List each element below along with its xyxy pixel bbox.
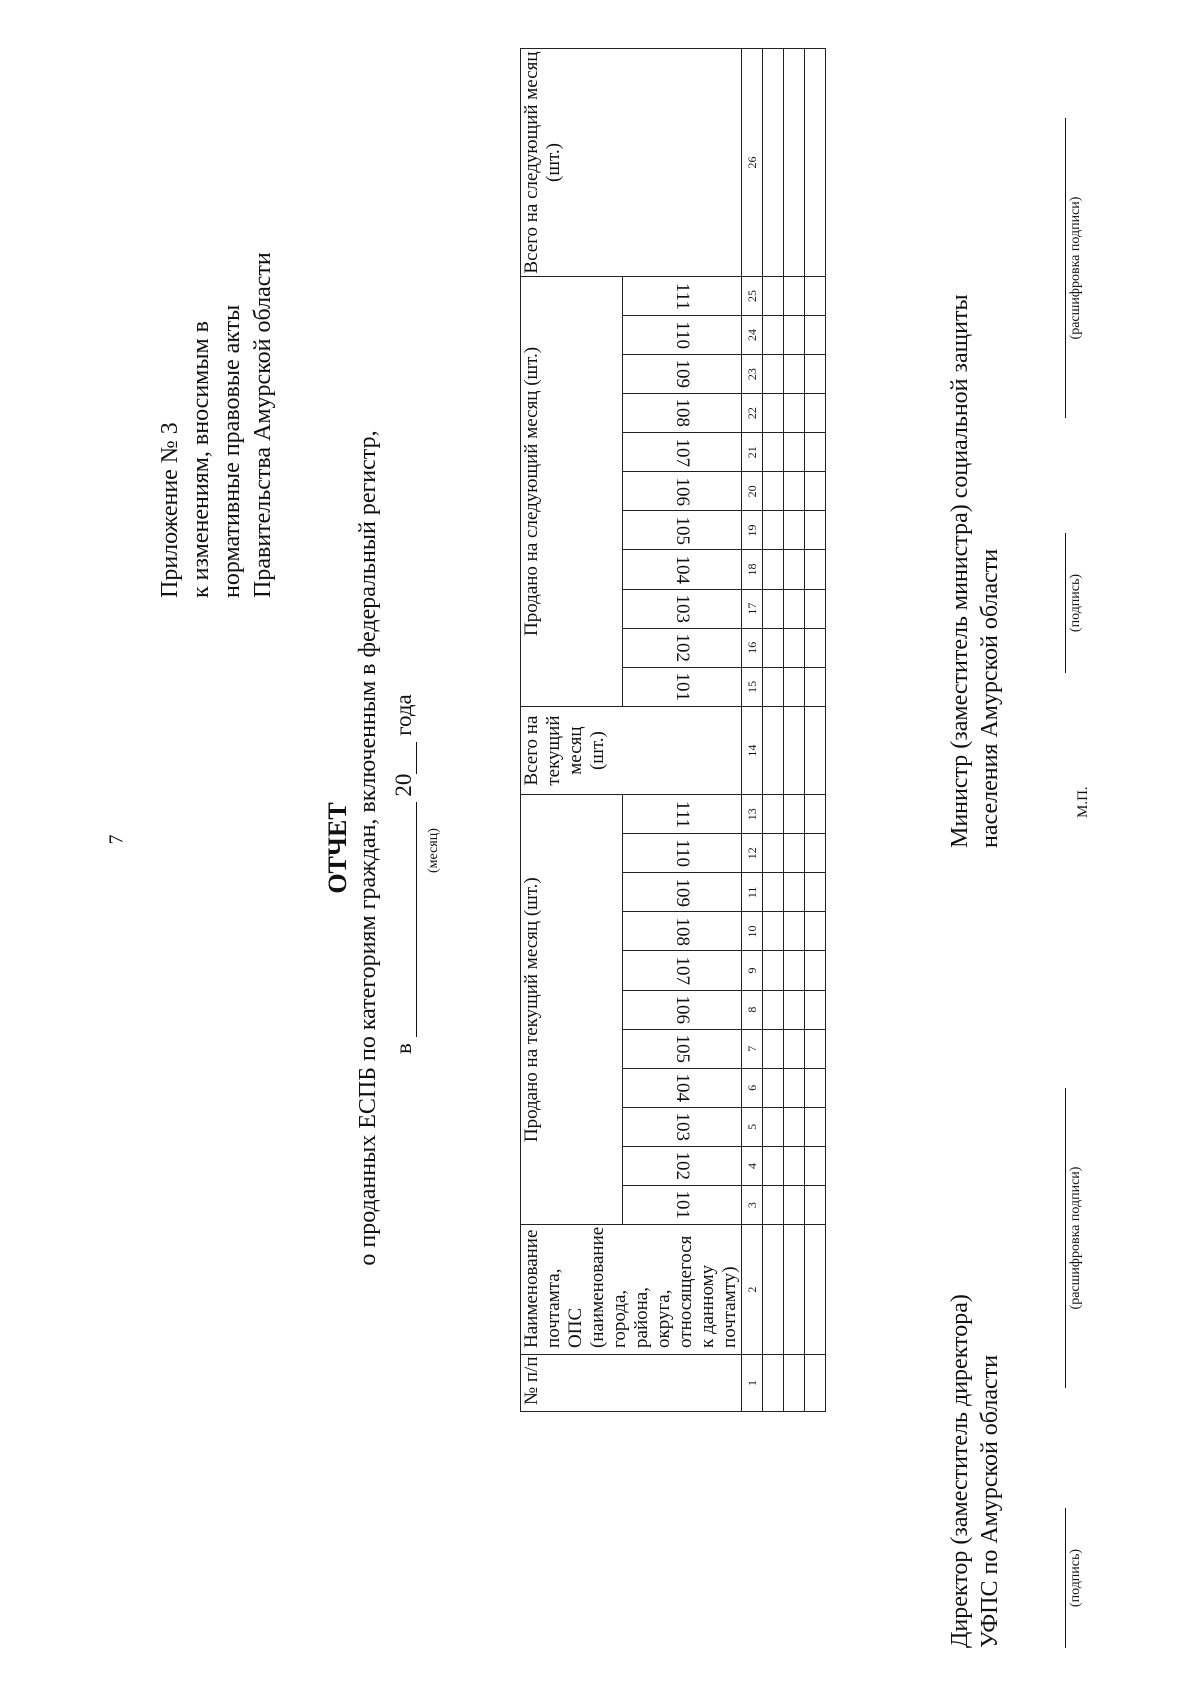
table-cell xyxy=(763,667,784,706)
column-number: 25 xyxy=(742,277,763,316)
column-number: 7 xyxy=(742,1029,763,1068)
table-cell xyxy=(784,951,805,990)
table-cell xyxy=(763,472,784,511)
empty-rows xyxy=(763,49,826,1412)
stamp-label: М.П. xyxy=(1075,786,1091,818)
code-cell: 108 xyxy=(622,394,742,433)
table-cell xyxy=(763,1146,784,1185)
table-cell xyxy=(763,394,784,433)
column-number: 19 xyxy=(742,511,763,550)
table-cell xyxy=(763,49,784,277)
table-cell xyxy=(784,394,805,433)
table-cell xyxy=(784,628,805,667)
column-number: 20 xyxy=(742,472,763,511)
table-cell xyxy=(763,1354,784,1411)
table-cell xyxy=(763,355,784,394)
table-cell xyxy=(763,589,784,628)
table-cell xyxy=(763,912,784,951)
table-cell xyxy=(784,277,805,316)
director-signature-line: (подпись) xyxy=(1065,1508,1084,1648)
director-title: Директор (заместитель директора) xyxy=(947,1294,973,1648)
code-cell: 107 xyxy=(622,951,742,990)
header-next-sold: Продано на следующий месяц (шт.) xyxy=(521,277,623,707)
table-cell xyxy=(763,834,784,873)
period-row xyxy=(391,694,417,1054)
column-number: 5 xyxy=(742,1107,763,1146)
table-cell xyxy=(784,511,805,550)
code-cell: 107 xyxy=(622,433,742,472)
header-next-total: Всего на следующий месяц (шт.) xyxy=(521,49,742,277)
table-cell xyxy=(784,589,805,628)
table-cell xyxy=(763,628,784,667)
column-number: 15 xyxy=(742,667,763,706)
table-cell xyxy=(805,394,826,433)
table-cell xyxy=(805,667,826,706)
year-prefix: 20 xyxy=(391,773,416,797)
header-name: Наименование почтамта, ОПС (наименование города, района, округа, относящегося к данному почтамту) xyxy=(521,1225,742,1355)
table-cell xyxy=(805,1186,826,1225)
table-cell xyxy=(784,873,805,912)
column-number: 13 xyxy=(742,795,763,834)
appendix-line: Приложение № 3 xyxy=(157,422,183,598)
column-number: 23 xyxy=(742,355,763,394)
table-cell xyxy=(784,433,805,472)
table-cell xyxy=(763,873,784,912)
table-cell xyxy=(784,550,805,589)
month-blank xyxy=(416,802,417,1037)
code-cell: 102 xyxy=(622,1146,742,1185)
code-cell: 110 xyxy=(622,834,742,873)
column-number: 14 xyxy=(742,706,763,794)
table-cell xyxy=(805,433,826,472)
landscape-content xyxy=(125,48,1125,1648)
table-cell xyxy=(784,667,805,706)
header-current-total: Всего на текущий месяц (шт.) xyxy=(521,706,742,794)
report-subtitle: о проданных ЕСПБ по категориям граждан, включенным в федеральный регистр, xyxy=(355,430,381,1266)
table-cell xyxy=(805,315,826,354)
header-current-sold: Продано на текущий месяц (шт.) xyxy=(521,795,623,1225)
table-cell xyxy=(784,315,805,354)
appendix-line: нормативные правовые акты xyxy=(219,304,245,598)
column-number: 2 xyxy=(742,1225,763,1355)
column-number: 17 xyxy=(742,589,763,628)
minister-org: населения Амурской области xyxy=(977,548,1003,848)
code-cell: 111 xyxy=(622,277,742,316)
table-cell xyxy=(805,355,826,394)
code-cell: 104 xyxy=(622,1068,742,1107)
code-cell: 111 xyxy=(622,795,742,834)
table-cell xyxy=(805,511,826,550)
table-cell xyxy=(763,951,784,990)
table-cell xyxy=(784,1225,805,1355)
year-suffix: года xyxy=(391,694,416,736)
code-cell: 109 xyxy=(622,873,742,912)
minister-decoding-line: (расшифровка подписи) xyxy=(1065,118,1084,418)
table-cell xyxy=(805,628,826,667)
table-cell xyxy=(784,1068,805,1107)
table-cell xyxy=(784,1029,805,1068)
report-table xyxy=(520,48,826,1412)
code-cell: 103 xyxy=(622,1107,742,1146)
table-row xyxy=(784,49,805,1412)
director-block xyxy=(945,1294,1005,1648)
column-number: 4 xyxy=(742,1146,763,1185)
director-decoding-line: (расшифровка подписи) xyxy=(1065,1088,1084,1388)
table-cell xyxy=(784,912,805,951)
table-cell xyxy=(805,795,826,834)
column-number: 22 xyxy=(742,394,763,433)
table-cell xyxy=(805,990,826,1029)
year-blank xyxy=(416,742,417,774)
column-number: 21 xyxy=(742,433,763,472)
table-cell xyxy=(805,1354,826,1411)
table-cell xyxy=(763,1225,784,1355)
table-cell xyxy=(784,706,805,794)
appendix-note xyxy=(155,78,279,598)
table-cell xyxy=(805,1225,826,1355)
column-number: 26 xyxy=(742,49,763,277)
table-cell xyxy=(784,1186,805,1225)
column-number: 18 xyxy=(742,550,763,589)
column-number: 6 xyxy=(742,1068,763,1107)
page-number: 7 xyxy=(105,834,128,845)
table-cell xyxy=(784,990,805,1029)
appendix-line: Правительства Амурской области xyxy=(250,252,276,598)
table-cell xyxy=(784,1107,805,1146)
column-number: 9 xyxy=(742,951,763,990)
minister-signature-line: (подпись) xyxy=(1065,533,1084,673)
table-row xyxy=(805,49,826,1412)
column-number: 10 xyxy=(742,912,763,951)
code-cell: 108 xyxy=(622,912,742,951)
period-prefix: в xyxy=(391,1043,416,1054)
appendix-line: к изменениям, вносимым в xyxy=(188,321,214,598)
director-org: УФПС по Амурской области xyxy=(977,1354,1003,1648)
code-cell: 109 xyxy=(622,355,742,394)
table-cell xyxy=(805,1146,826,1185)
table-cell xyxy=(763,1068,784,1107)
code-cell: 110 xyxy=(622,315,742,354)
code-cell: 101 xyxy=(622,1186,742,1225)
table-cell xyxy=(805,1107,826,1146)
code-cell: 105 xyxy=(622,1029,742,1068)
table-cell xyxy=(805,589,826,628)
table-cell xyxy=(763,315,784,354)
table-cell xyxy=(805,912,826,951)
table-cell xyxy=(763,1107,784,1146)
code-cell: 106 xyxy=(622,472,742,511)
table-cell xyxy=(805,472,826,511)
column-number: 11 xyxy=(742,873,763,912)
table-cell xyxy=(763,706,784,794)
table-cell xyxy=(805,951,826,990)
report-title: ОТЧЕТ xyxy=(323,802,352,894)
table-cell xyxy=(805,1068,826,1107)
table-cell xyxy=(805,834,826,873)
table-cell xyxy=(784,472,805,511)
table-cell xyxy=(805,706,826,794)
table-cell xyxy=(763,277,784,316)
table-cell xyxy=(784,834,805,873)
table-cell xyxy=(763,795,784,834)
header-number: № п/п xyxy=(521,1354,742,1411)
table-cell xyxy=(784,355,805,394)
table-cell xyxy=(805,277,826,316)
column-number: 8 xyxy=(742,990,763,1029)
code-cell: 101 xyxy=(622,667,742,706)
table-cell xyxy=(763,990,784,1029)
month-caption: (месяц) xyxy=(426,828,441,873)
code-cell: 104 xyxy=(622,550,742,589)
column-number-row xyxy=(742,49,763,1412)
minister-block xyxy=(945,294,1005,848)
table-cell xyxy=(763,550,784,589)
code-cell: 106 xyxy=(622,990,742,1029)
column-number: 1 xyxy=(742,1354,763,1411)
table-cell xyxy=(805,873,826,912)
code-cell: 102 xyxy=(622,628,742,667)
table-cell xyxy=(805,49,826,277)
column-number: 3 xyxy=(742,1186,763,1225)
table-cell xyxy=(805,1029,826,1068)
column-number: 16 xyxy=(742,628,763,667)
column-number: 24 xyxy=(742,315,763,354)
table-cell xyxy=(784,1354,805,1411)
table-cell xyxy=(784,795,805,834)
table-cell xyxy=(763,1186,784,1225)
code-cell: 105 xyxy=(622,511,742,550)
table-row xyxy=(763,49,784,1412)
minister-title: Министр (заместитель министра) социальной защиты xyxy=(947,294,973,848)
table-cell xyxy=(763,433,784,472)
code-cell: 103 xyxy=(622,589,742,628)
table-cell xyxy=(784,49,805,277)
table-cell xyxy=(763,1029,784,1068)
column-number: 12 xyxy=(742,834,763,873)
table-cell xyxy=(784,1146,805,1185)
table-cell xyxy=(763,511,784,550)
table-cell xyxy=(805,550,826,589)
